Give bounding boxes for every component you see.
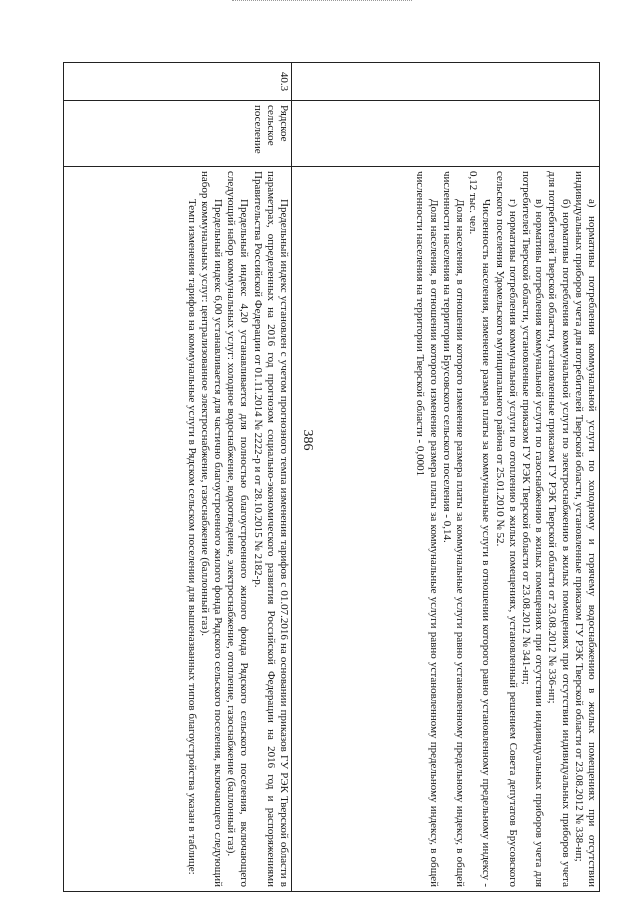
paragraph: Темп изменения тарифов на коммунальные услуги в Рядском сельском поселении для вышеназванных типов благоустройства указан в таблице:: [185, 199, 198, 875]
paragraph: в) нормативы потребления коммунальной услуги по газоснабжению в жилых помещениях при отсутствии индивидуальных приборов учета для потребителей Тверской области, установленные приказом ГУ РЭК Тверской области от 23.08.2012 № 341-нп;: [519, 171, 546, 887]
description-cell: [292, 167, 600, 892]
paragraph: б) нормативы потребления коммунальной услуги по электроснабжению в жилых помещениях при отсутствии индивидуальных приборов учета для потребителей Тверской области, установленные приказом ГУ РЭК Тверской области от 23.08.2012 № 336-нп;: [546, 171, 572, 887]
paragraph: Предельный индекс 4,20 устанавливается для полностью благоустроенного жилого фонда Рядского сельского поселения, включающего следующий набор коммунальных услуг: холодное водоснабжение, водоотведение, электроснабжение, отопление, газоснабжение (баллонный газ).: [225, 171, 251, 887]
paragraph: Доля населения, в отношении которого изменение размера платы за коммунальные услуги равно установленному предельному индексу, в общей численности населения на территории Брусовского сельского поселения - 0,14.: [440, 171, 466, 887]
table-row: [64, 63, 292, 892]
paragraph: Доля населения, в отношении которого изменение размера платы за коммунальные услуги равно установленному предельному индексу, в общей численности населения на территории Тверской области - 0,0001: [414, 171, 440, 887]
scan-artifact: [232, 0, 412, 7]
description-cell: [64, 167, 292, 892]
rotated-page: [64, 62, 600, 892]
paragraph: Предельный индекс установлен с учетом прогнозного темпа изменения тарифов с 01.07.2016 на основании приказов ГУ РЭК Тверской области в параметрах, определенных на 2016 год прогнозом социально-экономического развития Российской Федерации на 2016 год и распоряжениями Правительства Российской Федерации от 01.11.2014 № 2222-р и от 28.10.2015 № 2182-р.: [251, 171, 290, 887]
page-number: 386: [300, 429, 315, 451]
table-row: [292, 63, 600, 892]
document-sheet: [64, 62, 600, 892]
row-number-cell: 40.3: [64, 63, 292, 101]
row-number-cell: [292, 63, 600, 101]
paragraph: Предельный индекс 6,00 устанавливается для частично благоустроенного жилого фонда Рядского сельского поселения, включающего следующий набор коммунальных услуг: централизованное электроснабжение, газоснабжение (баллонный газ).: [198, 171, 224, 887]
tariff-table: [63, 62, 600, 892]
settlement-name-cell: [292, 101, 600, 167]
paragraph: Численность населения, изменение размера платы за коммунальные услуги в отношении которого равно установленному предельному индексу - 0,12 тыс. чел.: [467, 171, 493, 887]
paragraph: а) нормативы потребления коммунальной услуги по холодному и горячему водоснабжению в жилых помещениях при отсутствии индивидуальных приборов учета для потребителей Тверской области, установленные приказом ГУ РЭК Тверской области от 23.08.2012 № 338-нп;: [572, 171, 598, 887]
paragraph: г) нормативы потребления коммунальной услуги по отоплению в жилых помещениях, установленный решением Совета депутатов Брусовского сельского поселения Удомельского муниципального района от 25.01.2010 № 52.: [493, 171, 519, 887]
settlement-name-cell: Рядское сельское поселение: [64, 101, 292, 167]
